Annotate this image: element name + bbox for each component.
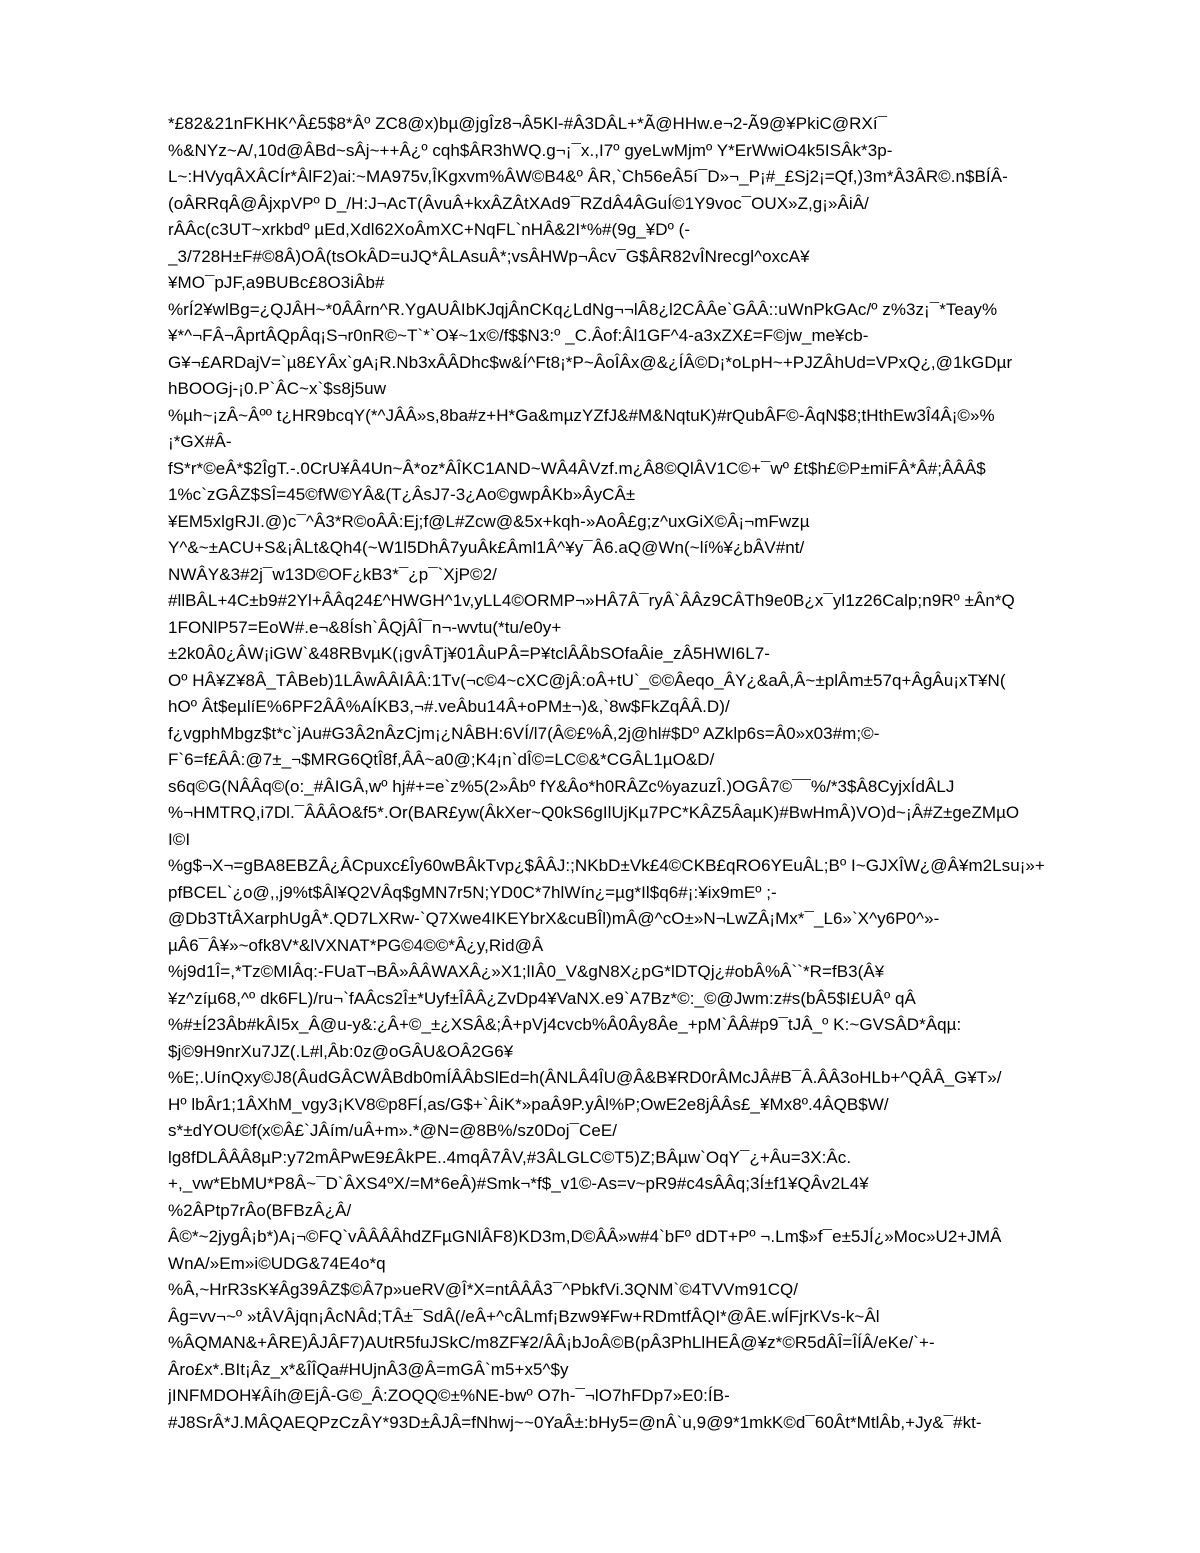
text-line: %&NYz~A/,10d@ÂBd~sÂj~++Â¿º cqh$ÂR3hWQ.g¬¡¯x.,I7º gyeLwMjmº Y*ErWwiO4k5ISÂk*3p- — [168, 140, 893, 160]
text-line: 1FONlP57=EoW#.e¬&8Ísh`ÂQjÂÎ¯n¬-wvtu(*tu/e0y+ — [168, 617, 562, 637]
text-line: Âro£x*.BIt¡Âz_x*&ÎÎQa#HUjnÂ3@Â=mGÂ`m5+x5^$y — [168, 1359, 569, 1379]
text-line: *£82&21nFKHK^Â£5$8*Âº ZC8@x)bµ@jgÎz8¬Â5Kl-#Â3DÂL+*Ã@HHw.e¬2-Ã9@¥PkiC@RXí¯ — [168, 114, 888, 133]
text-line: ¡*GX#Â- — [168, 432, 232, 451]
text-line: pfBCEL`¿o@,,j9%t$Âl¥Q2VÂq$gMN7r5N;YD0C*7hlWín¿=µg*Il$q6#¡:¥ix9mEº ;- — [168, 882, 777, 902]
text-line: jINFMDOH¥Âíh@EjÂ-G©_Â:ZOQQ©±%NE-bwº O7h-¯¬lO7hFDp7»E0:ÍB- — [168, 1386, 730, 1405]
text-line: %E;.UínQxy©J8(ÂudGÂCWÂBdb0mÍÂÂbSlEd=h(ÂNLÂ4ÎU@Â&B¥RD0rÂMcJÂ#B¯Â.ÂÂ3oHLb+^QÂÂ_G¥T»/ — [168, 1068, 1002, 1087]
text-line: #llBÂL+4C±b9#2Yl+ÂÂq24£^HWGH^1v,yLL4©ORMP¬»HÂ7Â¯ryÂ`ÂÂz9CÂTh9e0B¿x¯yl1z26Calp;n9Rº ±Ân*Q — [168, 591, 1015, 610]
text-line: @Db3TtÂXarphUgÂ*.QD7LXRw-`Q7Xwe4IKEYbrX&cuBÎl)mÂ@^cO±»N¬LwZÂ¡Mx*¯_L6»`X^y6P0^»- — [168, 909, 940, 928]
document-body — [168, 111, 1128, 1436]
text-line: lg8fDLÂÂÂ8µP:y72mÂPwE9£ÂkPE..4mqÂ7ÂV,#3ÂLGLC©T5)Z;BÂµw`OqY¯¿+Âu=3X:Âc. — [168, 1147, 852, 1167]
text-line: %µh~¡zÂ~Âºº t¿HR9bcqY(*^JÂÂ»s,8ba#z+H*Ga&mµzYZfJ&#M&NqtuK)#rQubÂF©-ÂqN$8;tHthEw3Î4Â¡©»% — [168, 405, 995, 425]
text-line: ¥MO¯pJF,a9BUBc£8O3iÂb# — [168, 273, 385, 292]
text-line: _3/728H±F#©8Â)OÂ(tsOkÂD=uJQ*ÂLAsuÂ*;vsÂHWp¬Âcv¯G$ÂR82vÎNrecgl^oxcA¥ — [168, 246, 810, 266]
text-line: (oÂRRqÂ@ÂjxpVPº D_/H:J¬AcT(ÂvuÂ+kxÂZÂtXAd9¯RZdÂ4ÂGuÍ©1Y9voc¯OUX»Z,g¡»ÂiÂ/ — [168, 193, 869, 213]
text-line: %rÍ2¥wlBg=¿QJÂH~*0ÂÂrn^R.YgAUÂIbKJqjÂnCKq¿LdNg¬¬lÂ8¿l2CÂÂe`GÂÂ::uWnPkGAc/º z%3z¡¯*Teay% — [168, 299, 998, 319]
text-line: L~:HVyqÂXÂCÍr*ÂlF2)ai:~MA975v,ÎKgxvm%ÂW©B4&º ÂR,`Ch56eÂ5í¯D»¬_P¡#_£Sj2¡=Qf,)3m*Â3ÂR©.n$BÍÂ- — [168, 167, 1008, 186]
text-line: rÂÂc(c3UT~xrkbdº µEd,Xdl62XoÂmXC+NqFL`nHÂ&2I*%#(9g_¥Dº (- — [168, 220, 691, 239]
text-line: %ÂQMAN&+ÂRE)ÂJÂF7)AUtR5fuJSkC/m8ZF¥2/ÂÂ¡bJoÂ©B(pÂ3PhLlHEÂ@¥z*©R5dÂÎ=ÎÍÂ/eKe/`+- — [168, 1333, 935, 1352]
text-line: NWÂY&3#2j¯w13D©OF¿kB3*¯¿p¯`XjP©2/ — [168, 564, 497, 584]
text-line: G¥¬£ARDajV=`µ8£YÂx`gA¡R.Nb3xÂÂDhc$w&Í^Ft8¡*P~ÂoÎÂx@&¿ÍÂ©D¡*oLpH~+PJZÂhUd=VPxQ¿,@1kGDµr — [168, 352, 1013, 372]
text-line: hOº Ât$eµlíE%6PF2ÂÂ%AÍKB3,¬#.veÂbu14Â+oPM±¬)&,`8w$FkZqÂÂ.D)/ — [168, 697, 730, 716]
text-line: hBOOGj-¡0.P`ÂC~x`$s8j5uw — [168, 379, 387, 398]
text-line: ±2k0Â0¿ÂW¡iGW`&48RBvµK(¡gvÂTj¥01ÂuPÂ=P¥tclÂÂbSOfaÂie_zÂ5HWI6L7- — [168, 644, 770, 663]
text-line: ¥EM5xlgRJI.@)c¯^Â3*R©oÂÂ:Ej;f@L#Zcw@&5x+kqh-»AoÂ£g;z^uxGiX©Â¡¬mFwzµ — [168, 511, 810, 531]
text-line: s6q©G(NÂÂq©(o:_#ÂIGÂ,wº hj#+=e`z%5(2»Âbº fY&Âo*h0RÂZc%yazuzÎ.)OGÂ7©¯¯%/*3$Â8CyjxÍdÂLJ — [168, 776, 955, 796]
text-line: %2ÂPtp7rÂo(BFBzÂ¿Â/ — [168, 1200, 352, 1220]
text-line: Oº HÂ¥Z¥8Â_TÂBeb)1LÂwÂÂIÂÂ:1Tv(¬c©4~cXC@jÂ:oÂ+tU`_©©Âeqo_ÂY¿&aÂ,Â~±plÂm±57q+ÂgÂu¡xT¥N( — [168, 670, 1006, 690]
text-line: %¬HMTRQ,i7Dl.¯ÂÂÂO&f5*.Or(BAR£yw(ÂkXer~Q0kS6gIlUjKµ7PC*KÂZ5ÂaµK)#BwHmÂ)VO)d~¡Â#Z±geZMµO — [168, 803, 1020, 822]
text-line: Âg=vv¬~º »tÂVÂjqn¡ÂcNÂd;TÂ±¯SdÂ(/eÂ+^cÂLmf¡Bzw9¥Fw+RDmtfÂQI*@ÂE.wÍFjrKVs-k~Âl — [168, 1306, 880, 1326]
text-line: ¥*^¬FÂ¬ÂprtÂQpÂq¡S¬r0nR©~T`*`O¥~1x©/f$$N3:º _C.Âof:Âl1GF^4-a3xZX£=F©jw_me¥cb- — [168, 326, 869, 345]
text-line: F`6=f£ÂÂ:@7±_¬$MRG6QtÎ8f,ÂÂ~a0@;K4¡n`dÎ©=LC©&*CGÂL1µO&D/ — [168, 750, 715, 769]
text-line: +,_vw*EbMU*P8Â~¯D`ÂXS4ºX/=M*6eÂ)#Smk¬*f$_v1©-As=v~pR9#c4sÂÂq;3Í±f1¥QÂv2L4¥ — [168, 1174, 869, 1193]
text-line: WnA/»Em»i©UDG&74E4o*q — [168, 1253, 386, 1273]
text-line: %g$¬X¬=gBA8EBZÂ¿ÂCpuxc£Îy60wBÂkTvp¿$ÂÂJ:;NKbD±Vk£4©CKB£qRO6YEuÂL;Bº I~GJXÎW¿@Â¥m2Lsu¡»+ — [168, 856, 1045, 875]
text-line: Â©*~2jygÂ¡b*)A¡¬©FQ`vÂÂÂÂhdZFµGNlÂF8)KD3m,D©ÂÂ»w#4`bFº dDT+Pº ¬.Lm$»f¯e±5JÍ¿»Moc»U2+JMÂ — [168, 1227, 1002, 1246]
text-line: $j©9H9nrXu7JZ(.L#l,Âb:0z@oGÂU&OÂ2G6¥ — [168, 1041, 514, 1061]
text-line: I©I — [168, 829, 191, 849]
text-line: #J8SrÂ*J.MÂQAEQPzCzÂY*93D±ÂJÂ=fNhwj~~0YaÂ±:bHy5=@nÂ`u,9@9*1mkK©d¯60Ât*MtlÂb,+Jy&¯#kt- — [168, 1412, 982, 1432]
text-line: µÂ6¯Â¥»~ofk8V*&lVXNAT*PG©4©©*Â¿y,Rid@Â — [168, 935, 544, 955]
text-line: f¿vgphMbgz$t*c`jAu#G3Â2nÂzCjm¡¿NÂBH:6VÍ/l7(Â©£%Â,2j@hl#$Dº AZklp6s=Â0»x03#m;©- — [168, 723, 880, 743]
text-line: ¥z^zíµ68,^º dk6FL)/ru¬`fAÂcs2Î±*Uyf±ÎÂÂ¿ZvDp4¥VaNX.e9`A7Bz*©:_©@Jwm:z#s(bÂ5$I£UÂº qÂ — [168, 988, 916, 1008]
text-line: %j9d1Î=,*Tz©MIÂq:-FUaT¬BÂ»ÂÂWAXÂ¿»X1;lIÂ0_V&gN8X¿pG*lDTQj¿#obÂ%Â``*R=fB3(Â¥ — [168, 962, 885, 981]
text-line: s*±dYOU©f(x©Â£`JÂím/uÂ+m».*@N=@8B%/sz0Doj¯CeE/ — [168, 1121, 618, 1140]
text-line: 1%c`zGÂZ$SÎ=45©fW©YÂ&(T¿ÂsJ7-3¿Ao©gwpÂKb»ÂyCÂ± — [168, 485, 636, 504]
text-line: Hº lbÂr1;1ÂXhM_vgy3¡KV8©p8FÍ,as/G$+`ÂiK*»paÂ9P.yÂl%P;OwE2e8jÂÂs£_¥Mx8º.4ÂQB$W/ — [168, 1094, 889, 1114]
text-line: %Â,~HrR3sK¥Âg39ÂZ$©Â7p»ueRV@Î*X=ntÂÂÂ3¯^PbkfVi.3QNM`©4TVVm91CQ/ — [168, 1280, 799, 1299]
text-line: Y^&~±ACU+S&¡ÂLt&Qh4(~W1l5DhÂ7yuÂk£Âml1Â^¥y¯Â6.aQ@Wn(~lí%¥¿bÂV#nt/ — [168, 538, 805, 557]
text-line: %#±Í23Âb#kÂI5x_Â@u-y&:¿Â+©_±¿XSÂ&;Â+pVj4cvcb%Â0Ây8Âe_+pM`ÂÂ#p9¯tJÂ_º K:~GVSÂD*Âqµ: — [168, 1015, 962, 1034]
text-line: fS*r*©eÂ*$2ÎgT.-.0CrU¥Â4Un~Â*oz*ÂÎKC1AND~WÂ4ÂVzf.m¿Â8©QlÂV1C©+¯wº £t$h£©P±miFÂ*Â#;ÂÂÂ$ — [168, 458, 986, 478]
